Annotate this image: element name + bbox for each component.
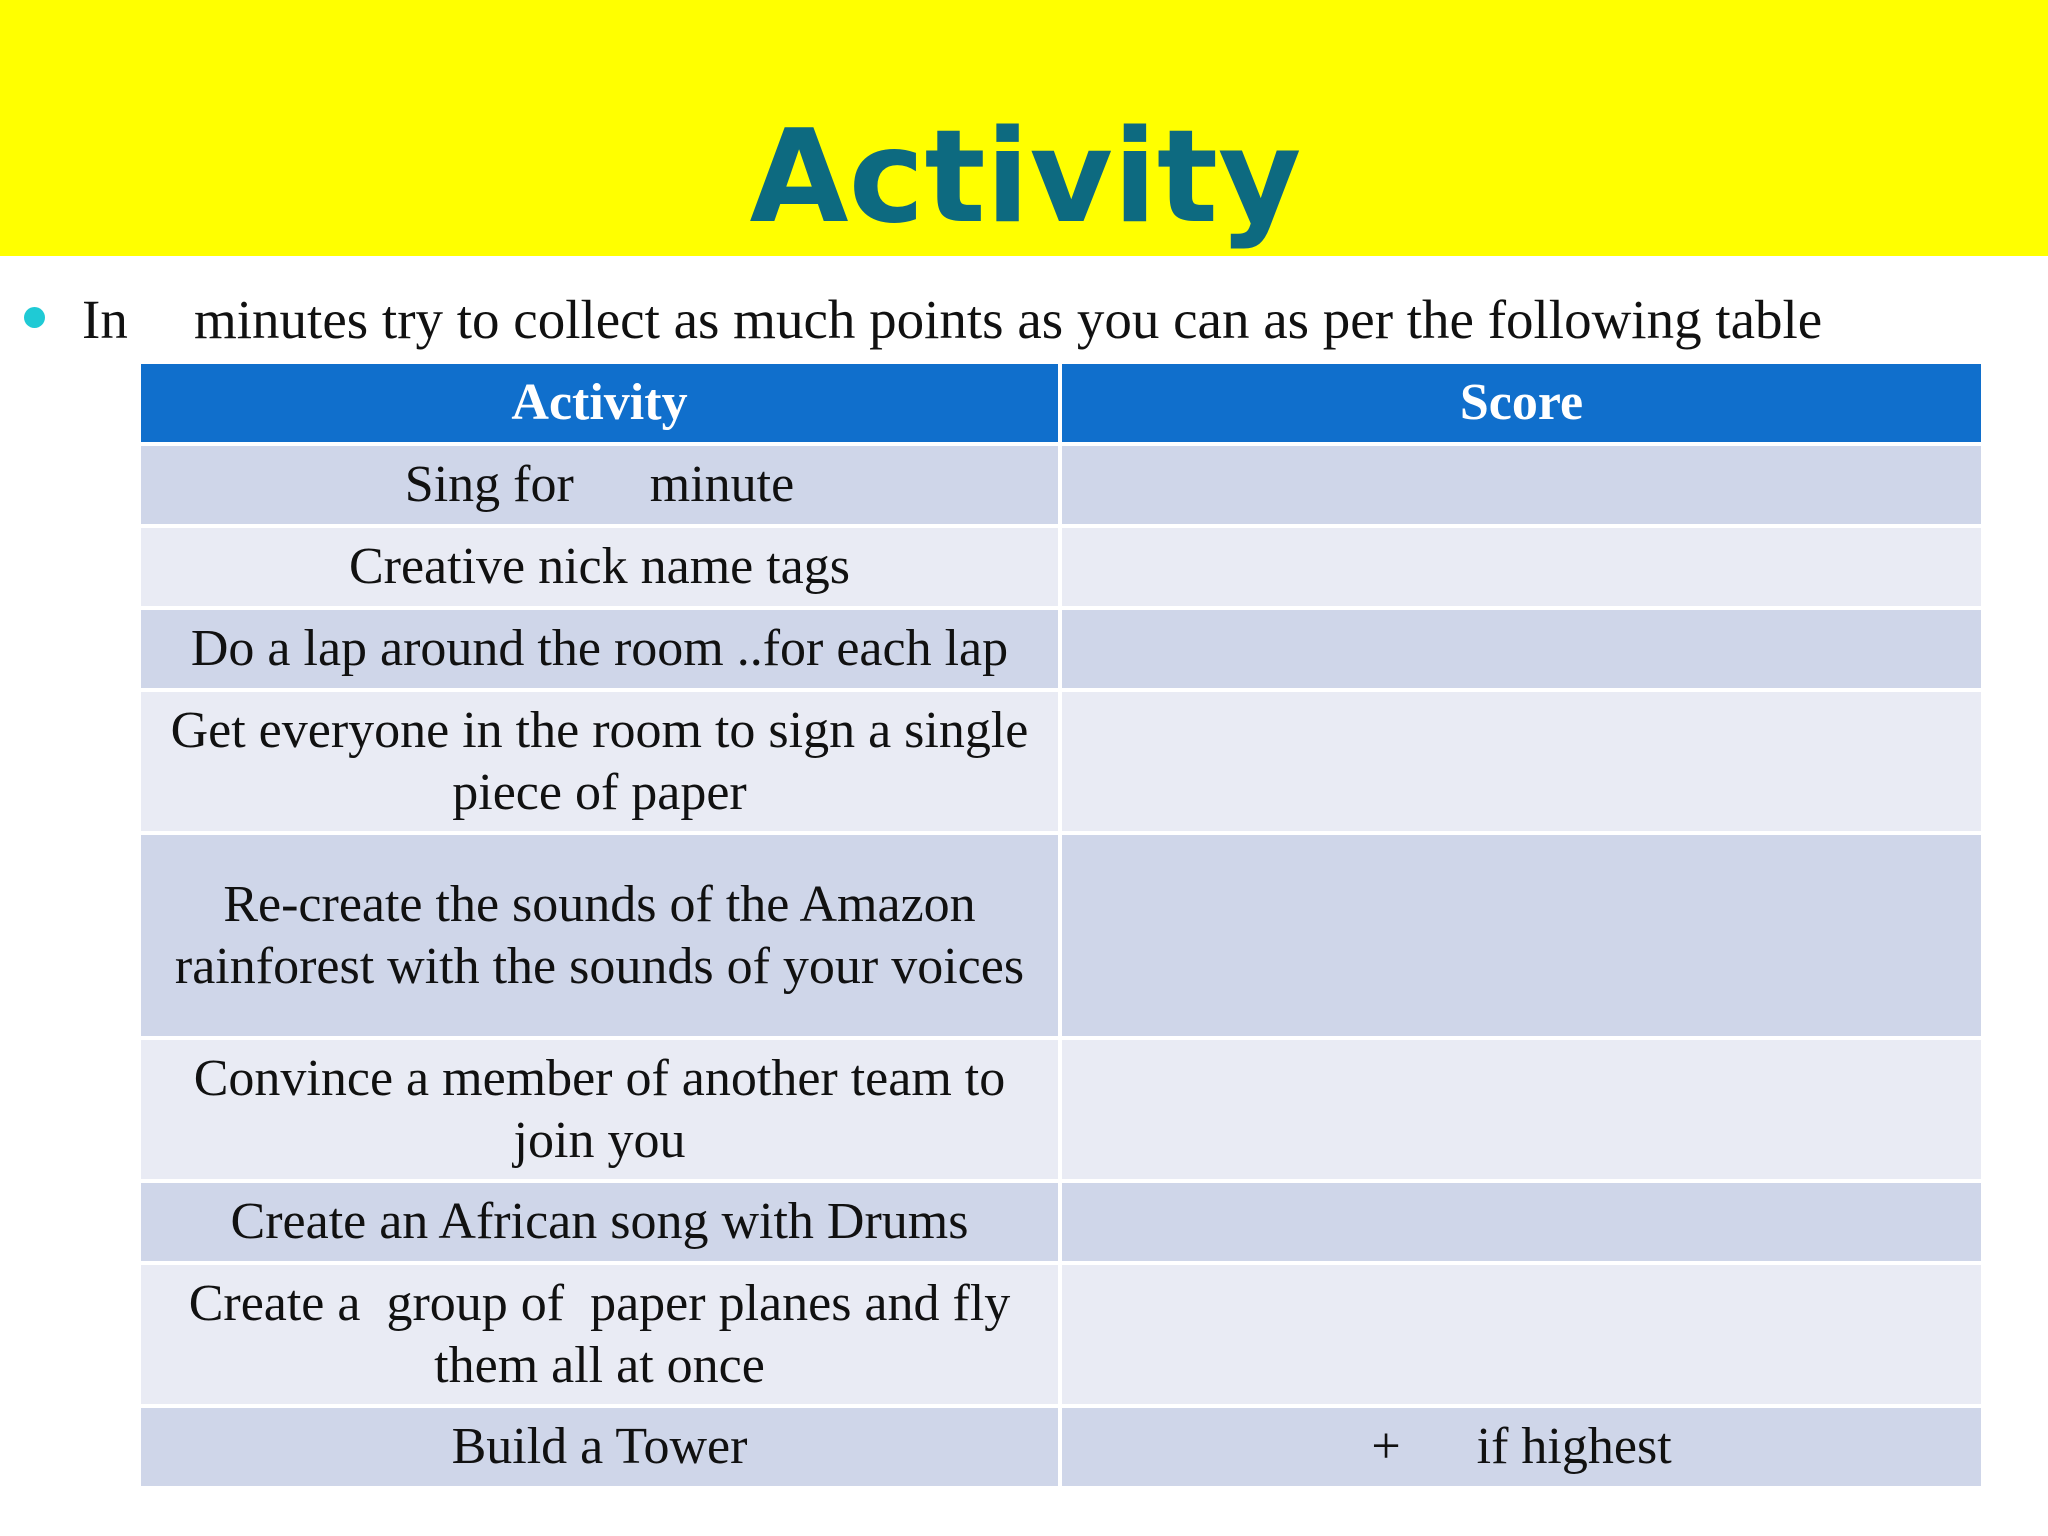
score-cell: [1060, 1263, 1983, 1406]
score-text-part: if highest: [1476, 1418, 1672, 1475]
table-row: [139, 690, 1983, 833]
header-activity: Activity: [139, 362, 1060, 444]
activity-text-part: minute: [649, 456, 795, 513]
score-cell: [1060, 833, 1983, 1038]
score-cell: [1060, 608, 1983, 690]
table-row: [139, 833, 1983, 1038]
activity-cell: Convince a member of another team to join you: [139, 1038, 1060, 1181]
activity-score-table: [137, 360, 1985, 1490]
bullet-prefix: In: [82, 289, 128, 350]
activity-cell: Build a Tower: [139, 1406, 1060, 1488]
activity-text-part: Sing for: [404, 456, 574, 513]
table-row: [139, 1263, 1983, 1406]
activity-cell: [139, 444, 1060, 526]
table-row: [139, 444, 1983, 526]
table-row: [139, 608, 1983, 690]
bullet-text: minutes try to collect as much points as you can as per the following table: [194, 289, 1823, 350]
activity-cell: Creative nick name tags: [139, 526, 1060, 608]
activity-cell: Create an African song with Drums: [139, 1181, 1060, 1263]
table-row: [139, 1406, 1983, 1488]
table-row: [139, 526, 1983, 608]
score-text-part: +: [1371, 1418, 1401, 1475]
activity-cell: Do a lap around the room ..for each lap: [139, 608, 1060, 690]
score-cell: [1060, 1181, 1983, 1263]
bullet-dot: [24, 307, 45, 328]
activity-cell: Get everyone in the room to sign a single piece of paper: [139, 690, 1060, 833]
score-cell: [1060, 526, 1983, 608]
score-cell: [1060, 690, 1983, 833]
activity-cell: Create a group of paper planes and fly them all at once: [139, 1263, 1060, 1406]
score-cell: [1060, 444, 1983, 526]
slide-title: Activity: [749, 103, 1302, 252]
table-row: [139, 1038, 1983, 1181]
score-cell: [1060, 1038, 1983, 1181]
table-header-row: [139, 362, 1983, 444]
header-score: Score: [1060, 362, 1983, 444]
table-row: [139, 1181, 1983, 1263]
activity-cell: Re-create the sounds of the Amazon rainforest with the sounds of your voices: [139, 833, 1060, 1038]
score-cell: [1060, 1406, 1983, 1488]
